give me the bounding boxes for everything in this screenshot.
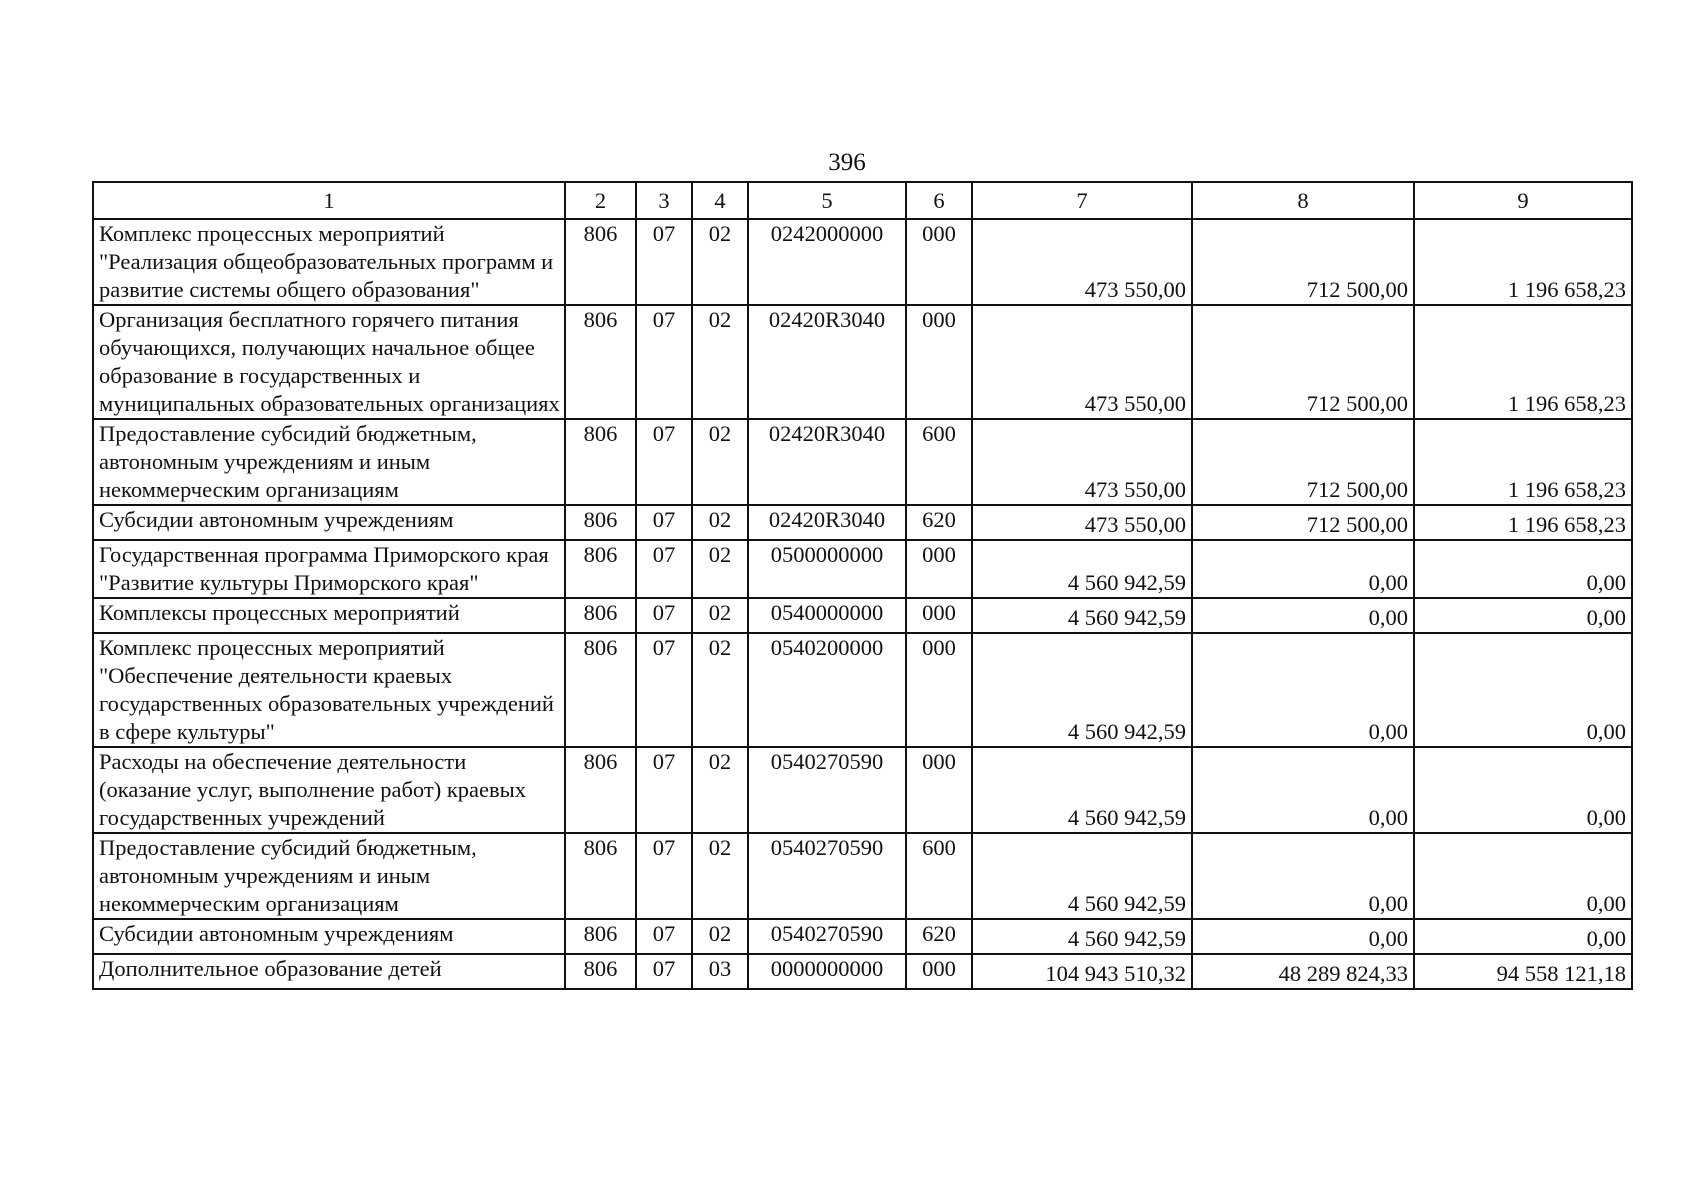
row-code-3: 07 (636, 598, 692, 633)
row-name: Комплексы процессных мероприятий (93, 598, 565, 633)
table-row (93, 598, 1632, 633)
row-value-7: 4 560 942,59 (972, 540, 1192, 598)
row-value-8: 0,00 (1192, 919, 1414, 954)
row-value-8: 712 500,00 (1192, 219, 1414, 305)
row-code-4: 02 (692, 747, 748, 833)
row-value-7: 473 550,00 (972, 305, 1192, 419)
row-code-3: 07 (636, 305, 692, 419)
row-code-2: 806 (565, 747, 636, 833)
row-code-2: 806 (565, 919, 636, 954)
row-value-7: 4 560 942,59 (972, 633, 1192, 747)
row-code-6: 600 (906, 833, 972, 919)
row-value-9: 0,00 (1414, 598, 1632, 633)
row-code-3: 07 (636, 633, 692, 747)
row-value-7: 4 560 942,59 (972, 919, 1192, 954)
row-name: Субсидии автономным учреждениям (93, 505, 565, 540)
row-value-8: 712 500,00 (1192, 419, 1414, 505)
row-name: Расходы на обеспечение деятельности (оказание услуг, выполнение работ) краевых государственных учреждений (93, 747, 565, 833)
row-value-8: 0,00 (1192, 598, 1414, 633)
row-value-7: 473 550,00 (972, 219, 1192, 305)
row-code-3: 07 (636, 833, 692, 919)
row-code-5: 0540270590 (748, 919, 906, 954)
column-header: 2 (565, 182, 636, 219)
row-code-4: 02 (692, 833, 748, 919)
row-value-7: 473 550,00 (972, 505, 1192, 540)
column-header: 4 (692, 182, 748, 219)
row-name: Комплекс процессных мероприятий "Обеспечение деятельности краевых государственных образовательных учреждений в сфере культуры" (93, 633, 565, 747)
column-header: 8 (1192, 182, 1414, 219)
header-row (93, 182, 1632, 219)
row-code-5: 02420R3040 (748, 419, 906, 505)
row-code-4: 02 (692, 219, 748, 305)
row-value-9: 1 196 658,23 (1414, 305, 1632, 419)
row-code-3: 07 (636, 419, 692, 505)
row-value-8: 0,00 (1192, 747, 1414, 833)
column-header: 3 (636, 182, 692, 219)
row-code-2: 806 (565, 540, 636, 598)
row-code-2: 806 (565, 954, 636, 989)
row-code-3: 07 (636, 747, 692, 833)
row-code-5: 02420R3040 (748, 505, 906, 540)
column-header: 1 (93, 182, 565, 219)
row-name: Субсидии автономным учреждениям (93, 919, 565, 954)
row-code-5: 0000000000 (748, 954, 906, 989)
row-code-6: 000 (906, 747, 972, 833)
row-code-6: 000 (906, 219, 972, 305)
column-header: 9 (1414, 182, 1632, 219)
row-code-4: 02 (692, 919, 748, 954)
row-code-3: 07 (636, 219, 692, 305)
row-code-4: 02 (692, 419, 748, 505)
row-value-8: 712 500,00 (1192, 305, 1414, 419)
row-code-2: 806 (565, 305, 636, 419)
table-row (93, 633, 1632, 747)
row-name: Государственная программа Приморского края "Развитие культуры Приморского края" (93, 540, 565, 598)
row-value-9: 0,00 (1414, 833, 1632, 919)
row-value-7: 473 550,00 (972, 419, 1192, 505)
table-row (93, 540, 1632, 598)
row-value-9: 1 196 658,23 (1414, 419, 1632, 505)
row-code-6: 000 (906, 598, 972, 633)
row-code-2: 806 (565, 219, 636, 305)
row-code-6: 600 (906, 419, 972, 505)
row-value-9: 0,00 (1414, 633, 1632, 747)
row-value-9: 94 558 121,18 (1414, 954, 1632, 989)
row-code-6: 000 (906, 305, 972, 419)
table-row (93, 747, 1632, 833)
table-row (93, 954, 1632, 989)
row-name: Предоставление субсидий бюджетным, автономным учреждениям и иным некоммерческим организациям (93, 419, 565, 505)
row-value-7: 4 560 942,59 (972, 747, 1192, 833)
row-code-2: 806 (565, 505, 636, 540)
row-code-4: 03 (692, 954, 748, 989)
row-value-9: 1 196 658,23 (1414, 219, 1632, 305)
row-code-3: 07 (636, 540, 692, 598)
row-code-3: 07 (636, 919, 692, 954)
row-code-3: 07 (636, 954, 692, 989)
row-value-8: 0,00 (1192, 633, 1414, 747)
row-code-6: 000 (906, 540, 972, 598)
row-value-7: 4 560 942,59 (972, 833, 1192, 919)
row-code-5: 0500000000 (748, 540, 906, 598)
row-code-4: 02 (692, 633, 748, 747)
row-name: Организация бесплатного горячего питания обучающихся, получающих начальное общее образование в государственных и муниципальных образовательных организациях (93, 305, 565, 419)
row-value-8: 0,00 (1192, 540, 1414, 598)
row-value-9: 1 196 658,23 (1414, 505, 1632, 540)
row-code-5: 0540200000 (748, 633, 906, 747)
page-number: 396 (828, 149, 866, 176)
row-value-8: 0,00 (1192, 833, 1414, 919)
row-code-6: 620 (906, 505, 972, 540)
row-code-4: 02 (692, 305, 748, 419)
table-row (93, 919, 1632, 954)
row-value-7: 4 560 942,59 (972, 598, 1192, 633)
row-code-6: 000 (906, 954, 972, 989)
row-code-4: 02 (692, 505, 748, 540)
row-code-5: 0242000000 (748, 219, 906, 305)
row-code-2: 806 (565, 633, 636, 747)
row-code-5: 02420R3040 (748, 305, 906, 419)
budget-table (92, 181, 1633, 990)
row-code-5: 0540270590 (748, 833, 906, 919)
table-row (93, 305, 1632, 419)
column-header: 7 (972, 182, 1192, 219)
column-header: 6 (906, 182, 972, 219)
table-row (93, 833, 1632, 919)
row-name: Комплекс процессных мероприятий "Реализация общеобразовательных программ и развитие системы общего образования" (93, 219, 565, 305)
row-name: Предоставление субсидий бюджетным, автономным учреждениям и иным некоммерческим организациям (93, 833, 565, 919)
row-value-7: 104 943 510,32 (972, 954, 1192, 989)
row-value-9: 0,00 (1414, 747, 1632, 833)
table-row (93, 219, 1632, 305)
row-code-2: 806 (565, 833, 636, 919)
row-code-5: 0540270590 (748, 747, 906, 833)
row-value-9: 0,00 (1414, 540, 1632, 598)
row-value-9: 0,00 (1414, 919, 1632, 954)
row-code-6: 620 (906, 919, 972, 954)
row-code-6: 000 (906, 633, 972, 747)
row-code-2: 806 (565, 598, 636, 633)
column-header: 5 (748, 182, 906, 219)
row-code-2: 806 (565, 419, 636, 505)
row-value-8: 712 500,00 (1192, 505, 1414, 540)
row-code-3: 07 (636, 505, 692, 540)
table-row (93, 419, 1632, 505)
row-code-4: 02 (692, 540, 748, 598)
table-row (93, 505, 1632, 540)
row-code-4: 02 (692, 598, 748, 633)
row-name: Дополнительное образование детей (93, 954, 565, 989)
row-value-8: 48 289 824,33 (1192, 954, 1414, 989)
row-code-5: 0540000000 (748, 598, 906, 633)
